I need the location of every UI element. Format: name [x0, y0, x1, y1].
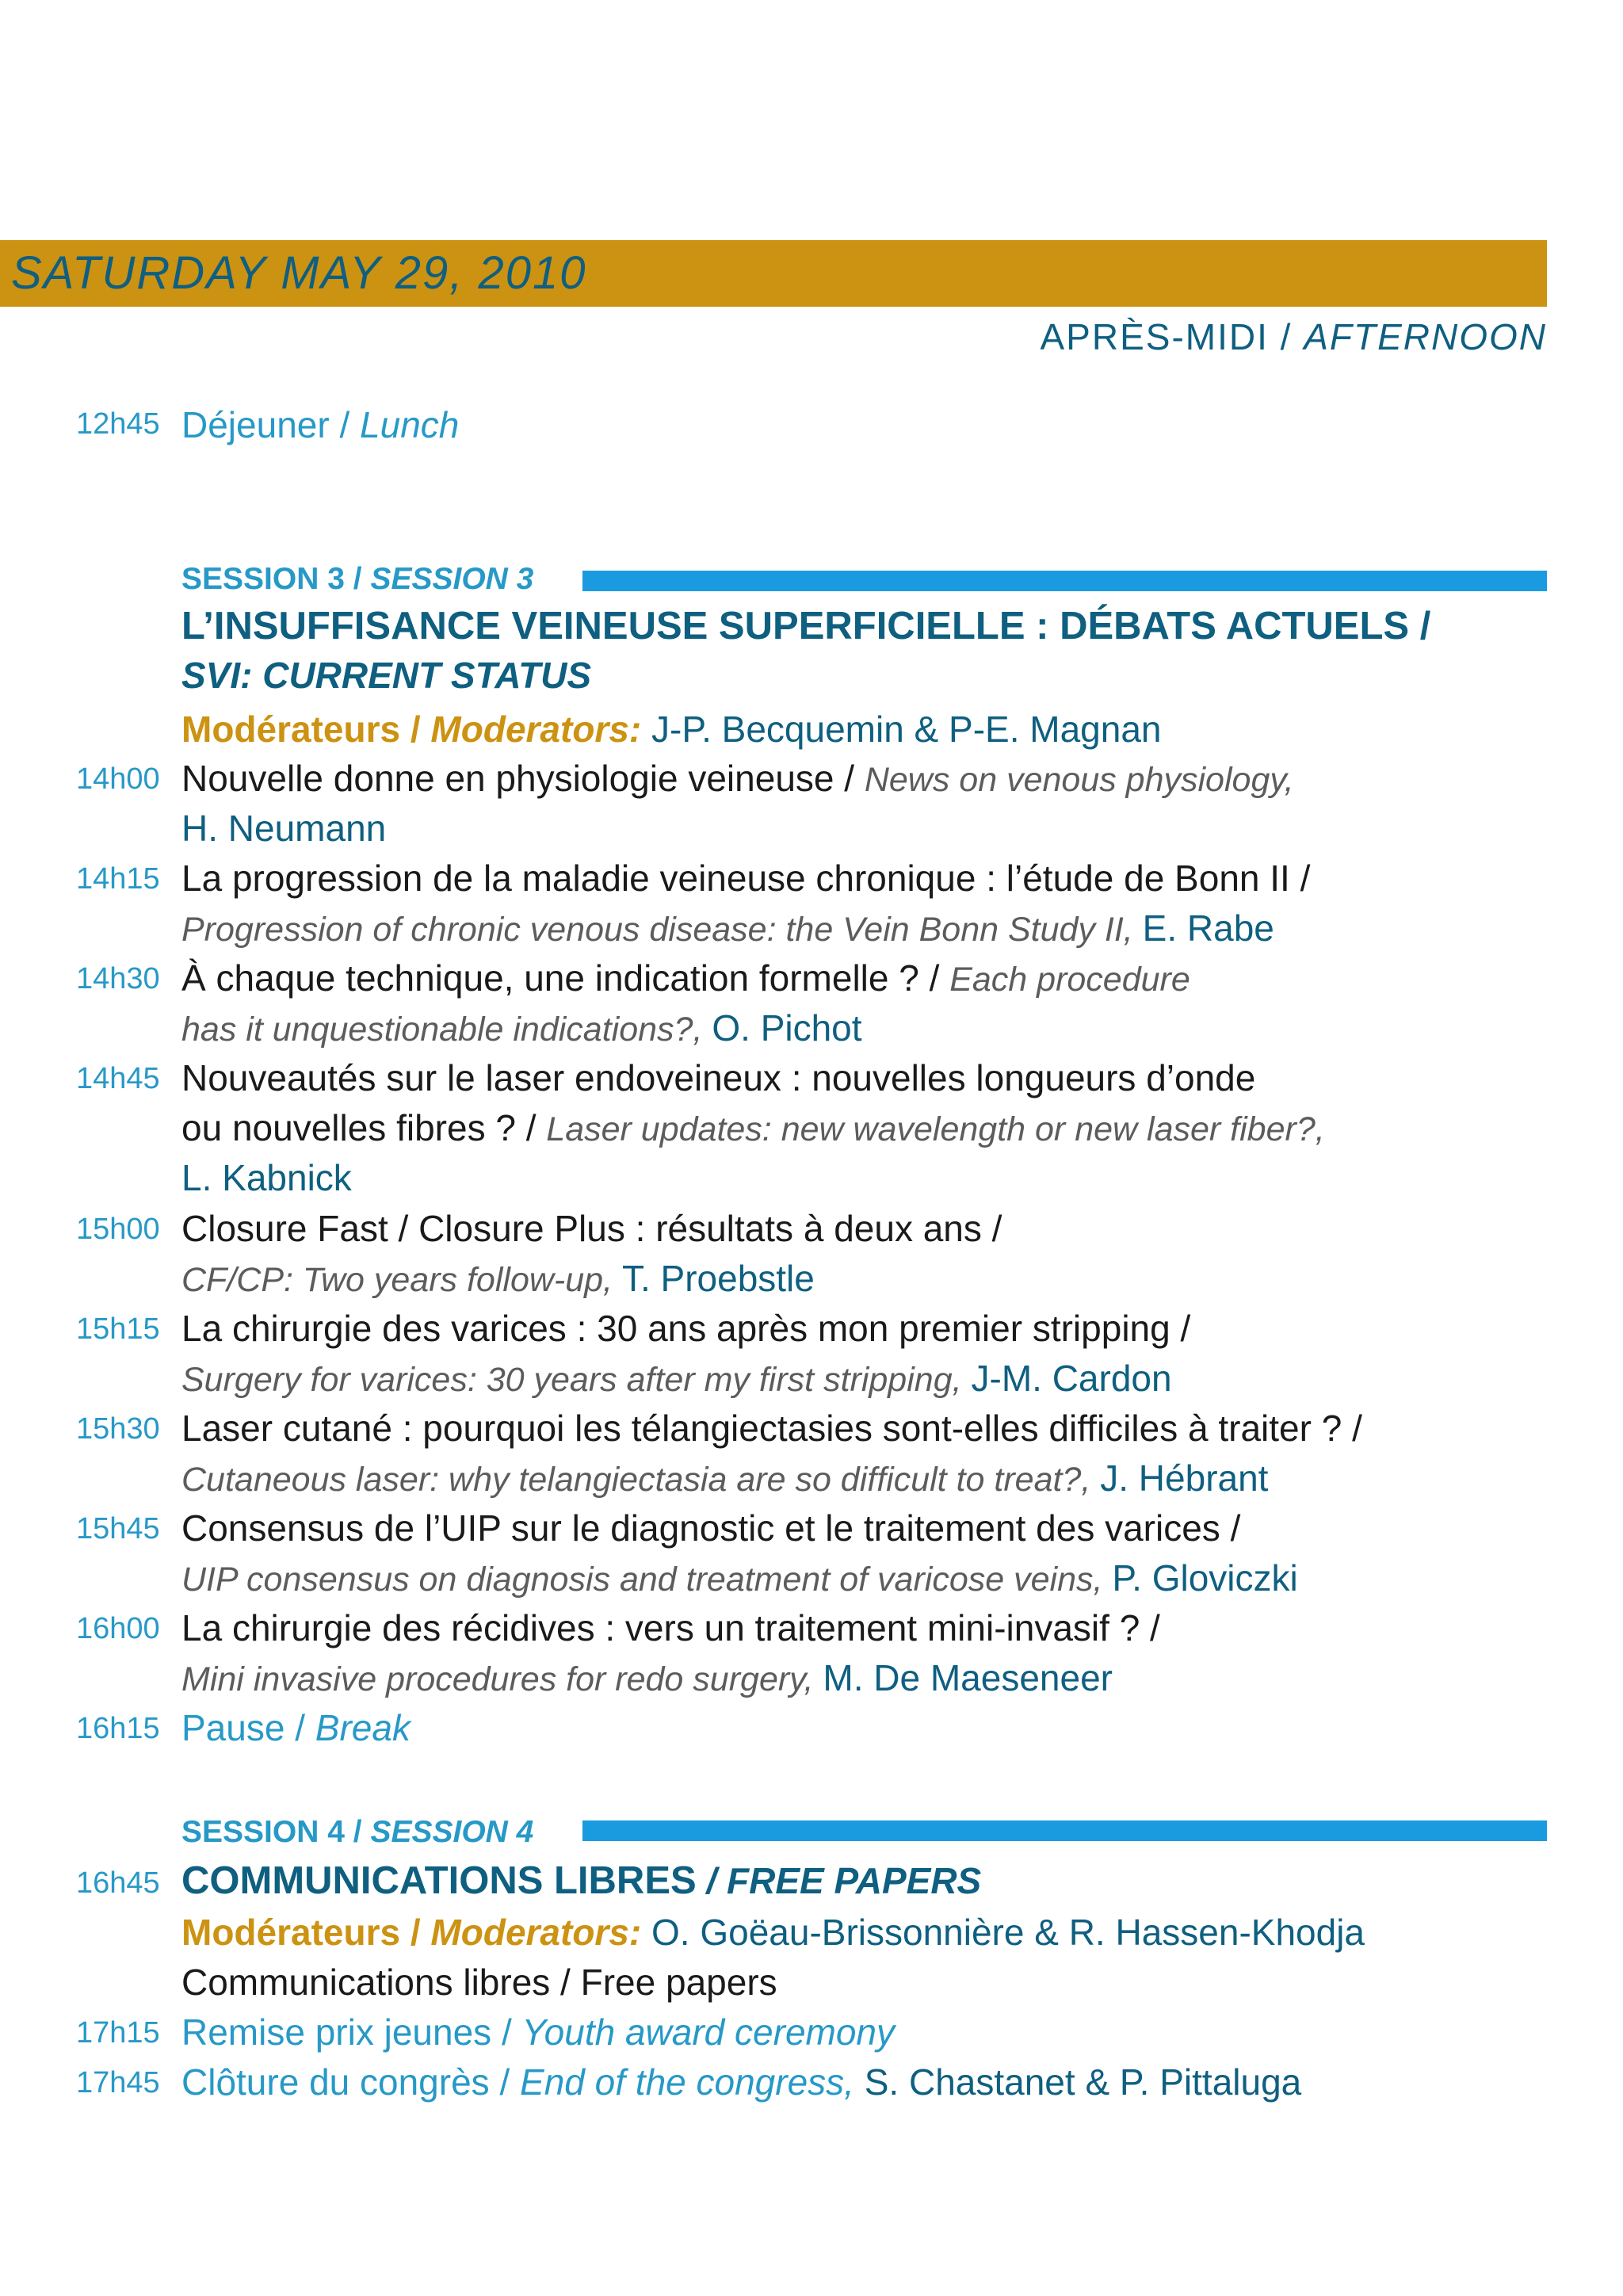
session4-rule [582, 1820, 1547, 1841]
talk-title: Laser cutané : pourquoi les télangiectasies sont-elles difficiles à traiter ? / [181, 1408, 1362, 1449]
talk-speaker: P. Gloviczki [1112, 1557, 1298, 1599]
day-title: SATURDAY MAY 29, 2010 [11, 247, 587, 299]
session3-rule [582, 571, 1547, 591]
period-fr: APRÈS-MIDI [1040, 316, 1269, 357]
talk-subtitle: UIP consensus on diagnosis and treatment of varicose veins, P. Gloviczki [181, 1557, 1298, 1599]
time-award: 17h15 [76, 2016, 160, 2050]
lunch-sep: / [329, 404, 361, 445]
session4-title-fr: COMMUNICATIONS LIBRES [181, 1859, 697, 1902]
talk-title: La progression de la maladie veineuse chronique : l’étude de Bonn II / [181, 858, 1311, 899]
talk-speaker: T. Proebstle [621, 1258, 815, 1299]
session3-title-fr: L’INSUFFISANCE VEINEUSE SUPERFICIELLE : DÉBATS ACTUELS / [181, 605, 1431, 648]
talk-title: La chirurgie des varices : 30 ans après mon premier stripping / [181, 1308, 1191, 1349]
talk-speaker: O. Pichot [712, 1007, 862, 1049]
talk-time: 14h00 [76, 762, 160, 796]
session4-moderators [181, 1910, 1365, 1954]
session3-label-sep: / [344, 562, 371, 596]
session4-label-sep: / [344, 1815, 371, 1849]
session4-moderators-label: Modérateurs / Moderators: [181, 1912, 642, 1953]
talk-title: La chirurgie des récidives : vers un traitement mini-invasif ? / [181, 1607, 1160, 1648]
talk-title: Consensus de l’UIP sur le diagnostic et le traitement des varices / [181, 1507, 1241, 1549]
lunch-row [181, 403, 459, 447]
talk-time: 14h30 [76, 962, 160, 995]
closing-row: Clôture du congrès / End of the congress, S. Chastanet & P. Pittaluga [181, 2061, 1302, 2103]
session3-moderators-names: J-P. Becquemin & P-E. Magnan [641, 709, 1162, 750]
session3-moderators-label: Modérateurs / Moderators: [181, 709, 642, 750]
talk-speaker: M. De Maeseneer [823, 1657, 1113, 1698]
time-break: 16h15 [76, 1712, 160, 1745]
award-row: Remise prix jeunes / Youth award ceremony [181, 2011, 896, 2053]
talk-speaker: H. Neumann [181, 808, 387, 849]
session4-moderators-names: O. Goëau-Brissonnière & R. Hassen-Khodja [641, 1912, 1365, 1953]
talk-time: 15h30 [76, 1412, 160, 1446]
talk-subtitle: Progression of chronic venous disease: the Vein Bonn Study II, E. Rabe [181, 907, 1274, 949]
lunch-fr: Déjeuner [181, 404, 330, 445]
break-row: Pause / Break [181, 1707, 411, 1748]
session4-label-fr: SESSION 4 [181, 1815, 345, 1849]
period-sep: / [1268, 316, 1304, 357]
talk-title: À chaque technique, une indication formelle ? / Each procedure [181, 957, 1190, 999]
talk-time: 15h00 [76, 1213, 160, 1246]
period-label [1041, 315, 1548, 358]
time-session4: 16h45 [76, 1866, 160, 1900]
talk-title: Closure Fast / Closure Plus : résultats à deux ans / [181, 1208, 1002, 1249]
talk-time: 15h45 [76, 1512, 160, 1545]
lunch-en: Lunch [360, 404, 460, 445]
talk-title: Nouvelle donne en physiologie veineuse / News on venous physiology, [181, 758, 1294, 799]
session3-moderators [181, 707, 1162, 751]
session4-title [181, 1857, 981, 1904]
session4-label-en: SESSION 4 [370, 1815, 534, 1849]
time-closing: 17h45 [76, 2066, 160, 2099]
session4-title-en: / FREE PAPERS [696, 1860, 982, 1901]
talk-time: 14h15 [76, 862, 160, 896]
period-en: AFTERNOON [1304, 316, 1547, 357]
talk-time: 16h00 [76, 1612, 160, 1645]
talk-time: 14h45 [76, 1062, 160, 1095]
talk-speaker: L. Kabnick [181, 1157, 352, 1198]
talk-title: Nouveautés sur le laser endoveineux : nouvelles longueurs d’onde [181, 1057, 1256, 1098]
session4-label [181, 1815, 533, 1850]
talk-subtitle: ou nouvelles fibres ? / Laser updates: new wavelength or new laser fiber?, [181, 1107, 1325, 1148]
free-papers-line: Communications libres / Free papers [181, 1962, 777, 2003]
closing-speakers: S. Chastanet & P. Pittaluga [854, 2061, 1302, 2103]
session3-title-en: SVI: CURRENT STATUS [181, 655, 592, 696]
talk-subtitle: Surgery for varices: 30 years after my first stripping, J-M. Cardon [181, 1358, 1172, 1399]
talk-speaker: J. Hébrant [1100, 1457, 1269, 1499]
session3-label-fr: SESSION 3 [181, 562, 345, 596]
session3-label [181, 562, 533, 597]
day-banner [0, 240, 1547, 307]
talk-subtitle: has it unquestionable indications?, O. Pichot [181, 1007, 862, 1049]
session3-label-en: SESSION 3 [370, 562, 534, 596]
talk-subtitle: Cutaneous laser: why telangiectasia are so difficult to treat?, J. Hébrant [181, 1457, 1269, 1499]
talk-time: 15h15 [76, 1312, 160, 1346]
talk-speaker: J-M. Cardon [971, 1358, 1172, 1399]
session3-title-en-row [181, 651, 591, 699]
talk-speaker: E. Rabe [1142, 907, 1274, 949]
time-lunch: 12h45 [76, 407, 160, 441]
talk-subtitle: CF/CP: Two years follow-up, T. Proebstle [181, 1258, 815, 1299]
talk-subtitle: Mini invasive procedures for redo surgery, M. De Maeseneer [181, 1657, 1113, 1698]
